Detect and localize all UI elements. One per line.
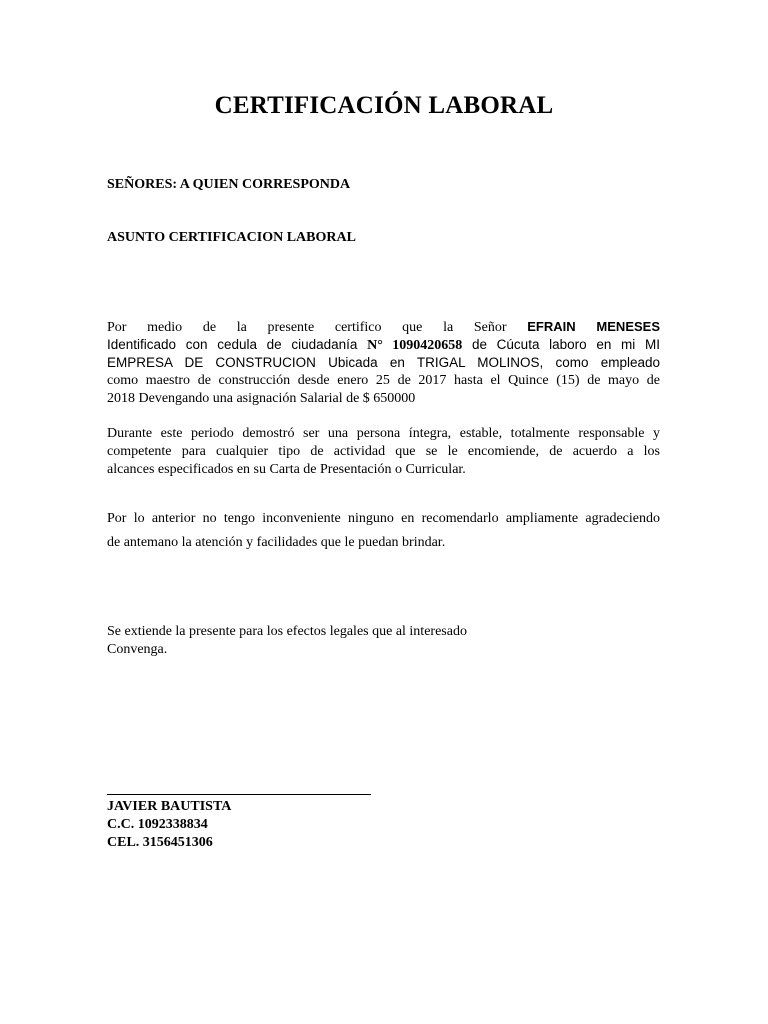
recipient-line: SEÑORES: A QUIEN CORRESPONDA: [107, 177, 351, 192]
paragraph-certification: [107, 318, 660, 408]
paragraph-line: competente para cualquier tipo de actividad que se le encomiende, de acuerdo a los: [107, 444, 660, 459]
paragraph-conduct: [107, 425, 660, 479]
employee-name: EFRAIN MENESES: [527, 319, 660, 334]
signer-phone: CEL. 3156451306: [107, 835, 213, 850]
paragraph-line: 2018 Devengando una asignación Salarial de $ 650000: [107, 391, 416, 406]
paragraph-line: Durante este periodo demostró ser una persona íntegra, estable, totalmente responsable y: [107, 426, 660, 441]
city-text: de Cúcuta laboro en mi MI: [462, 337, 660, 352]
signer-id: C.C. 1092338834: [107, 817, 208, 832]
subject-line: ASUNTO CERTIFICACION LABORAL: [107, 230, 356, 245]
paragraph-line: [107, 336, 660, 354]
paragraph-line: [107, 318, 660, 336]
paragraph-line: como maestro de construcción desde enero 25 de 2017 hasta el Quince (15) de mayo de: [107, 373, 660, 388]
document-title: CERTIFICACIÓN LABORAL: [214, 92, 554, 119]
signer-name: JAVIER BAUTISTA: [107, 799, 232, 814]
paragraph-line: alcances especificados en su Carta de Presentación o Curricular.: [107, 462, 466, 477]
intro-text: Por medio de la presente certifico que la Señor: [107, 320, 528, 335]
paragraph-line: de antemano la atención y facilidades que le puedan brindar.: [107, 535, 446, 550]
closing-line-1: Se extiende la presente para los efectos legales que al interesado: [107, 624, 467, 639]
id-intro-text: Identificado con cedula de ciudadanía: [107, 337, 368, 352]
signature-line: [107, 794, 371, 795]
paragraph-recommendation: [107, 510, 660, 552]
paragraph-line: EMPRESA DE CONSTRUCION Ubicada en TRIGAL MOLINOS, como empleado: [107, 355, 660, 370]
closing-line-2: Convenga.: [107, 642, 168, 657]
id-number: N° 1090420658: [367, 338, 463, 353]
paragraph-line: Por lo anterior no tengo inconveniente ninguno en recomendarlo ampliamente agradeciendo: [107, 511, 660, 526]
